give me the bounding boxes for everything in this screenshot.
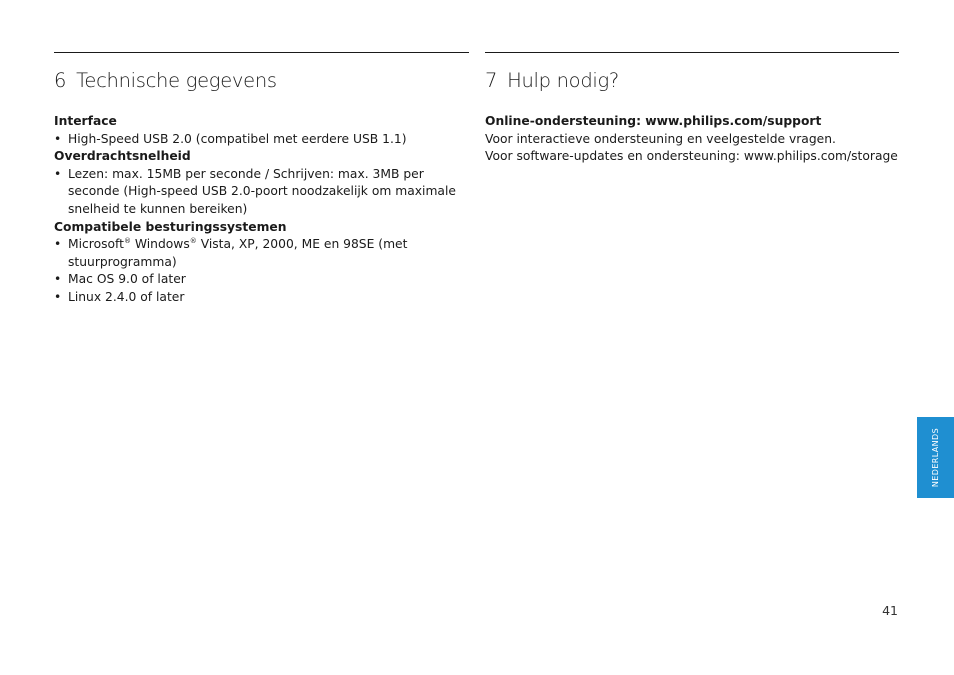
section-title: Technische gegevens [76, 69, 277, 92]
os-heading: Compatibele besturingssystemen [54, 219, 287, 234]
top-rule-right [485, 52, 899, 53]
list-item [54, 131, 469, 149]
section-title: Hulp nodig? [507, 69, 619, 92]
support-line-1: Voor interactieve ondersteuning en veelgestelde vragen. [485, 131, 836, 146]
section-heading-7 [485, 69, 899, 93]
language-tab-label: NEDERLANDS [931, 427, 940, 488]
os-windows: Windows [130, 237, 190, 252]
section-technische-gegevens [54, 52, 469, 307]
top-rule-left [54, 52, 469, 53]
section-hulp-nodig [485, 52, 899, 166]
section-number: 6 [54, 69, 67, 92]
section-number: 7 [485, 69, 498, 92]
list-item [54, 289, 469, 307]
section-heading-6 [54, 69, 469, 93]
bullet-icon: • [54, 166, 62, 181]
bullet-icon: • [54, 272, 62, 287]
transfer-list [54, 166, 469, 219]
interface-list [54, 131, 469, 149]
bullet-icon: • [54, 131, 62, 146]
bullet-icon: • [54, 289, 62, 304]
list-item-text: Linux 2.4.0 of later [68, 289, 185, 304]
list-item-text: Lezen: max. 15MB per seconde / Schrijven: max. 3MB per seconde (High-speed USB 2.0-poort noodzakelijk om maximale snelheid te kunnen bereiken) [68, 166, 456, 216]
specs-body [54, 113, 469, 307]
support-body [485, 113, 899, 166]
registered-mark: ® [189, 237, 197, 246]
interface-heading: Interface [54, 114, 117, 128]
registered-mark: ® [123, 237, 131, 246]
os-list [54, 236, 469, 306]
list-item [54, 166, 469, 219]
support-heading: Online-ondersteuning: www.philips.com/support [485, 114, 822, 128]
list-item-text: Mac OS 9.0 of later [68, 272, 186, 287]
os-microsoft: Microsoft [68, 237, 124, 252]
transfer-heading: Overdrachtsnelheid [54, 149, 191, 164]
page-number: 41 [882, 603, 898, 618]
list-item [54, 271, 469, 289]
support-line-2: Voor software-updates en ondersteuning: www.philips.com/storage [485, 149, 898, 164]
list-item-text: High-Speed USB 2.0 (compatibel met eerdere USB 1.1) [68, 131, 407, 146]
os-windows-versions: Vista, XP, 2000, ME en 98SE (met stuurprogramma) [68, 237, 408, 269]
list-item [54, 236, 469, 271]
bullet-icon: • [54, 237, 62, 252]
language-tab [917, 417, 954, 498]
